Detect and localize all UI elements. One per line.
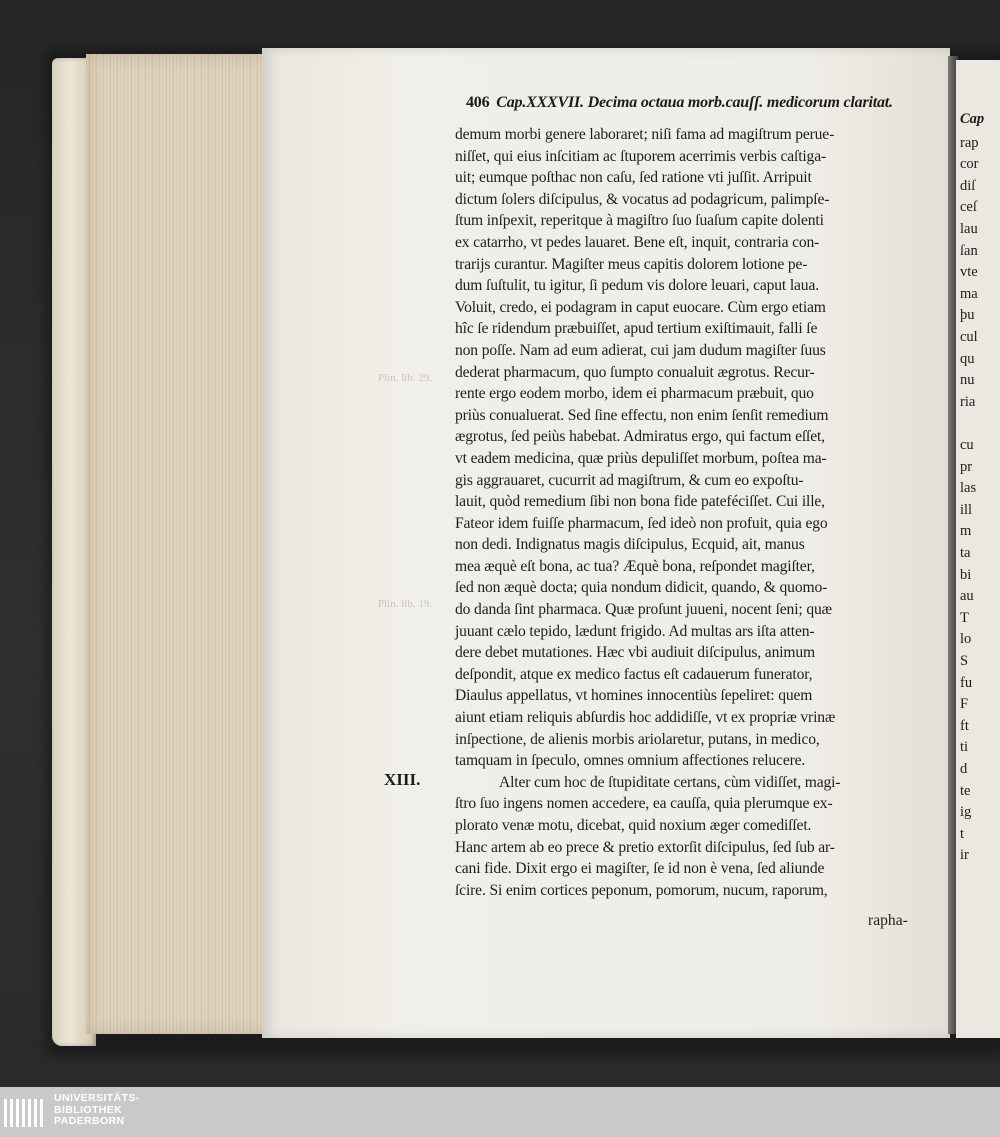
right-page-fragment: Cap <box>960 111 985 127</box>
right-page-fragment: vte <box>960 264 978 281</box>
text-line: ſtro ſuo ingens nomen accedere, ea cauſſa, quia plerumque ex- <box>455 795 833 813</box>
right-page-fragment: cor <box>960 156 979 173</box>
catchword: rapha- <box>868 912 908 929</box>
right-page-fragment: te <box>960 782 971 799</box>
text-line: inſpectione, de alienis morbis ariolaretur, putans, in medico, <box>455 730 820 748</box>
right-page-fragment: nu <box>960 372 975 389</box>
text-line: juuant cælo tepido, lædunt frigido. Ad multas ars iſta atten- <box>455 622 815 640</box>
bleed-through-note: Plin. lib. 19. <box>378 598 433 610</box>
library-name <box>54 1093 140 1128</box>
text-line: vt eadem medicina, quæ priùs depuliſſet morbum, poſtea ma- <box>455 449 827 467</box>
text-line: Hanc artem ab eo prece & pretio extorſit diſcipulus, ſed ſub ar- <box>455 838 835 856</box>
text-line: Voluit, credo, ei podagram in caput euocare. Cùm ergo etiam <box>455 298 826 316</box>
text-line: dum ſuſtulit, tu igitur, ſi pedum vis dolore leuari, caput laua. <box>455 277 819 295</box>
right-page-fragment: pr <box>960 458 973 475</box>
right-page-fragment: bi <box>960 566 972 583</box>
text-line: niſſet, qui eius inſcitiam ac ſtuporem acerrimis verbis caſtiga- <box>455 147 827 165</box>
text-line: priùs conualuerat. Sed ſine effectu, non enim ſenſit remedium <box>455 406 829 424</box>
right-page-fragment: cu <box>960 437 974 453</box>
text-line: lauit, quòd remedium ſibi non bona fide pateféciſſet. Cui ille, <box>455 493 825 511</box>
right-page-fragment: ria <box>960 393 976 410</box>
right-page-fragment: F <box>960 696 969 713</box>
right-page-fragment: las <box>960 480 977 497</box>
text-line: ſtum inſpexit, reperitque à magiſtro ſuo ſuaſum capite dolenti <box>455 212 824 230</box>
page-number: 406 <box>466 94 490 111</box>
right-page-fragment: ft <box>960 717 969 734</box>
text-line: mea æquè eſt bona, ac tua? Æquè bona, reſpondet magiſter, <box>455 557 815 575</box>
text-line: do danda ſint pharmaca. Quæ proſunt juueni, nocent ſeni; quæ <box>455 601 832 619</box>
text-line: ſcire. Si enim cortices peponum, pomorum, nucum, raporum, <box>455 881 828 899</box>
running-header <box>466 94 946 112</box>
text-line: ex catarrho, vt pedes lauaret. Bene eſt, inquit, contraria con- <box>455 233 820 251</box>
right-page-fragment: T <box>960 609 969 626</box>
library-name-line: BIBLIOTHEK <box>54 1103 123 1116</box>
text-line: aiunt etiam reliquis abſurdis hoc addidiſſe, vt ex propriæ vrinæ <box>455 709 836 727</box>
right-page-fragment: au <box>960 588 974 605</box>
right-page-fragment: ti <box>960 739 969 756</box>
right-page-fragment: S <box>960 653 969 669</box>
library-name-line: UNIVERSITÄTS- <box>54 1092 140 1104</box>
text-line: dictum ſolers diſcipulus, & vocatus ad podagricum, palimpſe- <box>455 190 830 208</box>
right-page-fragment: rap <box>960 134 979 151</box>
text-line: non dedi. Indignatus magis diſcipulus, Ecquid, ait, manus <box>455 536 805 554</box>
text-line: non poſſe. Nam ad eum adierat, cui jam dudum magiſter ſuus <box>455 341 826 359</box>
page-body-text <box>455 124 935 901</box>
text-line: Fateor idem fuiſſe pharmacum, ſed ideò non profuit, quia ego <box>455 514 828 532</box>
text-line: cani fide. Dixit ergo ei magiſter, ſe id non è vena, ſed aliunde <box>455 860 825 878</box>
right-page-fragment: d <box>960 761 968 777</box>
text-line: ſed non æquè docta; quia nondum didicit, quando, & quomo- <box>455 579 828 597</box>
right-page-fragment: lau <box>960 221 978 237</box>
right-page-fragment: qu <box>960 350 975 367</box>
right-page-fragment: lo <box>960 631 972 648</box>
right-page-fragment: ma <box>960 285 978 302</box>
text-line: ægrotus, ſed peiùs habebat. Admiratus ergo, qui factum eſſet, <box>455 428 825 446</box>
right-page-fragment: ir <box>960 847 969 864</box>
library-footer <box>0 1087 1000 1137</box>
text-line: uit; eumque poſthac non caſu, ſed ratione vti juſſit. Arripuit <box>455 169 812 187</box>
text-line: dere debet mutationes. Hæc vbi audiuit diſcipulus, animum <box>455 644 815 662</box>
right-page-fragment: ſan <box>960 242 978 259</box>
right-page-fragment: ig <box>960 804 972 821</box>
right-page-fragment: cul <box>960 329 978 345</box>
section-marker: XIII. <box>384 770 421 789</box>
right-page <box>956 60 1000 1038</box>
right-page-fragment: diſ <box>960 177 976 194</box>
right-page-fragment: ta <box>960 545 971 561</box>
right-page-fragment: m <box>960 523 972 540</box>
right-page-fragment: ceſ <box>960 199 977 216</box>
text-line: rente ergo eodem morbo, idem ei pharmacum præbuit, quo <box>455 385 814 403</box>
right-page-fragment: fu <box>960 674 973 691</box>
text-line: Alter cum hoc de ſtupiditate certans, cùm vidiſſet, magi- <box>499 773 841 791</box>
text-line: dederat pharmacum, quo ſumpto conualuit ægrotus. Recur- <box>455 363 815 381</box>
text-line: hîc ſe ridendum præbuiſſet, apud tertium exiſtimauit, falli ſe <box>455 320 818 338</box>
text-line: demum morbi genere laboraret; niſi fama ad magiſtrum perue- <box>455 126 835 143</box>
library-name-line: PADERBORN <box>54 1115 125 1127</box>
page-edges <box>86 54 282 1034</box>
text-line: tamquam in ſpeculo, omnes omnium affectiones relucere. <box>455 752 806 770</box>
text-line: gis aggrauaret, cucurrit ad magiſtrum, & cum eo expoſtu- <box>455 471 804 489</box>
running-title: Cap.XXXVII. Decima octaua morb.cauſſ. medicorum claritat. <box>496 94 893 111</box>
bleed-through-note: Plin. lib. 29. <box>378 372 433 384</box>
text-line: plorato venæ motu, dicebat, quid noxium æger comediſſet. <box>455 817 812 834</box>
text-line: trarijs curantur. Magiſter meus capitis dolorem lotione pe- <box>455 255 808 273</box>
library-logo-icon <box>2 1093 48 1133</box>
right-page-fragment: þu <box>960 307 975 324</box>
right-page-fragment: ill <box>960 501 973 518</box>
right-page-fragment: t <box>960 825 965 842</box>
text-line: deſpondit, atque ex medico factus eſt cadauerum funerator, <box>455 665 813 683</box>
text-line: Diaulus appellatus, vt homines innocentiùs ſepeliret: quem <box>455 687 813 705</box>
